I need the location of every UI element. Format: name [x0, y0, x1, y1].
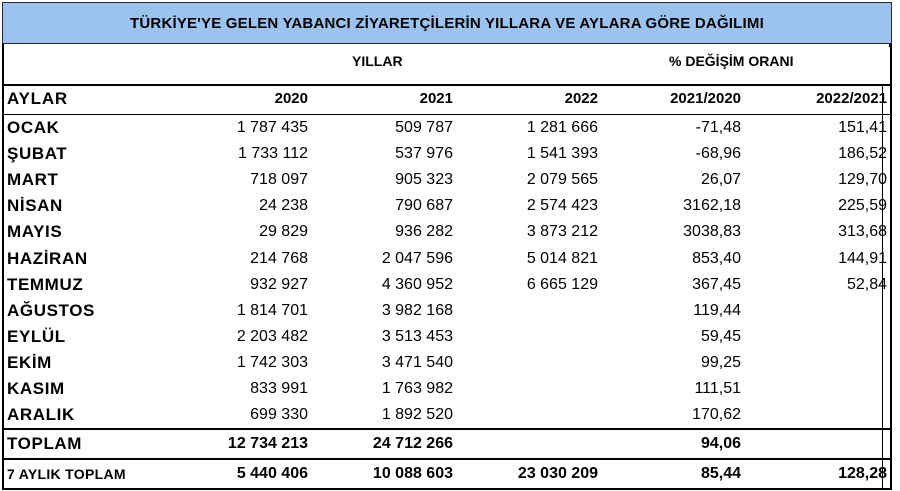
value-2022-cell: 6 665 129: [526, 275, 598, 293]
month-cell: MART: [7, 170, 59, 190]
table-row: [0, 115, 900, 141]
change-2021-2020-cell: 111,51: [694, 380, 741, 397]
table-row: [0, 376, 900, 402]
seven-month-total-change-2022-2021: 128,28: [838, 465, 887, 482]
value-2021-cell: 936 282: [395, 223, 453, 241]
column-header-row: [0, 86, 900, 112]
change-2022-2021-cell: 151,41: [838, 119, 887, 136]
table-row: [0, 324, 900, 350]
table-title: TÜRKİYE'YE GELEN YABANCI ZİYARETÇİLERİN YILLARA VE AYLARA GÖRE DAĞILIMI: [2, 2, 892, 44]
month-cell: AĞUSTOS: [7, 300, 95, 320]
change-2021-2020-cell: -68,96: [695, 145, 741, 163]
seven-month-total-label: 7 AYLIK TOPLAM: [7, 466, 126, 482]
seven-month-total-change-2021-2020: 85,44: [700, 465, 741, 482]
month-cell: OCAK: [7, 118, 60, 137]
month-cell: TEMMUZ: [7, 274, 84, 294]
month-cell: ŞUBAT: [7, 144, 68, 164]
table-row: [0, 167, 900, 193]
value-2021-cell: 1 763 982: [381, 380, 453, 397]
value-2021-cell: 2 047 596: [381, 249, 453, 267]
value-2020-cell: 24 238: [259, 197, 308, 215]
seven-month-total-2020: 5 440 406: [236, 465, 308, 482]
table-row: [0, 193, 900, 219]
value-2022-cell: 5 014 821: [526, 249, 598, 267]
col-header-months: AYLAR: [7, 89, 68, 108]
value-2021-cell: 3 982 168: [381, 301, 453, 319]
month-cell: ARALIK: [7, 405, 75, 425]
col-header-change-2021-2020: 2021/2020: [670, 90, 741, 107]
month-cell: NİSAN: [7, 196, 63, 216]
col-header-2020: 2020: [274, 90, 308, 107]
seven-month-divider: [2, 458, 892, 460]
change-2022-2021-cell: 186,52: [838, 145, 887, 163]
change-2021-2020-cell: 367,45: [692, 275, 741, 293]
value-2021-cell: 537 976: [395, 145, 453, 163]
value-2020-cell: 1 733 112: [238, 145, 308, 163]
table-row: [0, 272, 900, 298]
value-2020-cell: 214 768: [250, 249, 308, 267]
change-2022-2021-cell: 129,70: [838, 171, 887, 189]
change-2021-2020-cell: 3038,83: [683, 223, 741, 241]
table-row: [0, 219, 900, 245]
value-2021-cell: 4 360 952: [381, 275, 453, 293]
value-2020-cell: 2 203 482: [236, 327, 308, 345]
change-2021-2020-cell: 59,45: [700, 327, 741, 345]
month-cell: HAZİRAN: [7, 248, 88, 268]
table-row: [0, 402, 900, 428]
col-header-2022: 2022: [564, 90, 598, 107]
change-2021-2020-cell: 170,62: [692, 406, 741, 424]
change-2022-2021-cell: 144,91: [838, 249, 887, 267]
value-2020-cell: 29 829: [259, 223, 308, 241]
col-header-2021: 2021: [419, 90, 453, 107]
total-2021: 24 712 266: [372, 435, 453, 452]
change-2021-2020-cell: 26,07: [700, 171, 741, 189]
value-2021-cell: 790 687: [395, 197, 453, 215]
years-group-header: YILLAR: [352, 53, 403, 69]
month-cell: KASIM: [7, 379, 65, 398]
change-2022-2021-cell: 52,84: [846, 275, 887, 293]
value-2021-cell: 3 513 453: [381, 327, 453, 345]
value-2021-cell: 905 323: [395, 171, 453, 189]
change-2021-2020-cell: 119,44: [693, 301, 741, 319]
value-2022-cell: 2 574 423: [526, 197, 598, 215]
change-2021-2020-cell: 99,25: [700, 353, 741, 371]
total-row: [0, 431, 900, 457]
table-row: [0, 141, 900, 167]
seven-month-total-row: [0, 461, 900, 487]
change-2022-2021-cell: 225,59: [838, 197, 887, 215]
col-header-change-2022-2021: 2022/2021: [816, 90, 887, 107]
value-2022-cell: 1 541 393: [526, 145, 598, 163]
total-label: TOPLAM: [7, 434, 83, 453]
seven-month-total-2021: 10 088 603: [372, 465, 453, 482]
value-2020-cell: 1 787 435: [236, 119, 308, 136]
value-2020-cell: 1 742 303: [236, 353, 308, 371]
value-2020-cell: 833 991: [250, 380, 308, 397]
value-2020-cell: 699 330: [250, 406, 308, 424]
total-change-2021-2020: 94,06: [700, 435, 741, 452]
value-2022-cell: 3 873 212: [526, 223, 598, 241]
value-2022-cell: 1 281 666: [526, 119, 598, 136]
change-2021-2020-cell: -71,48: [695, 119, 741, 136]
value-2020-cell: 1 814 701: [236, 301, 308, 319]
total-2020: 12 734 213: [227, 435, 308, 452]
table-row: [0, 350, 900, 376]
change-group-header: % DEĞİŞİM ORANI: [669, 53, 794, 69]
value-2020-cell: 718 097: [250, 171, 308, 189]
total-divider: [2, 428, 892, 430]
change-2021-2020-cell: 3162,18: [683, 197, 741, 215]
change-2022-2021-cell: 313,68: [838, 223, 887, 241]
value-2020-cell: 932 927: [250, 275, 308, 293]
month-cell: EYLÜL: [7, 326, 66, 346]
value-2022-cell: 2 079 565: [526, 171, 598, 189]
value-2021-cell: 509 787: [395, 119, 453, 136]
table-row: [0, 298, 900, 324]
value-2021-cell: 1 892 520: [381, 406, 453, 424]
month-cell: EKİM: [7, 352, 52, 372]
change-2021-2020-cell: 853,40: [692, 249, 741, 267]
seven-month-total-2022: 23 030 209: [517, 465, 598, 482]
table-row: [0, 246, 900, 272]
value-2021-cell: 3 471 540: [381, 353, 453, 371]
month-cell: MAYIS: [7, 222, 63, 242]
